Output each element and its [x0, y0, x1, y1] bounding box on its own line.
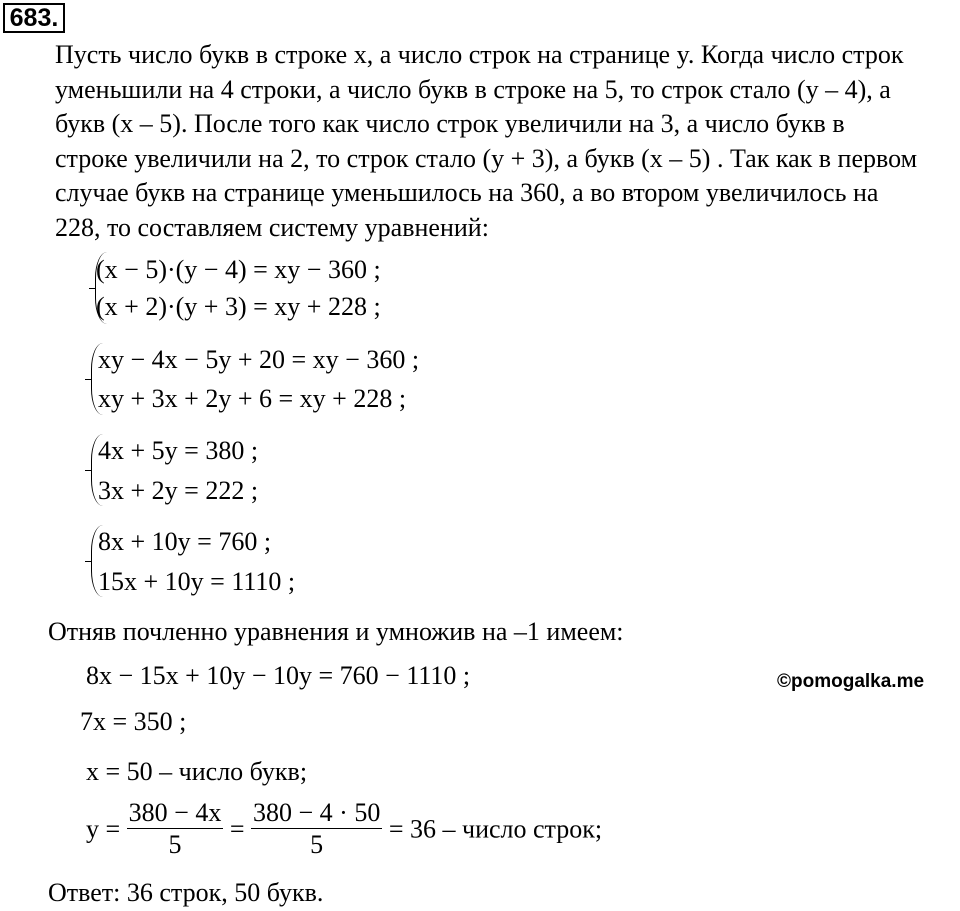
answer: Ответ: 36 строк, 50 букв. [48, 878, 324, 907]
step-equation: x = 50 – число букв; [86, 757, 308, 786]
final-lhs: y = [86, 814, 121, 844]
equation: 8x + 10y = 760 ; [98, 527, 272, 556]
equals-sign: = [229, 814, 245, 844]
step-equation: 8x − 15x + 10y − 10y = 760 − 1110 ; [86, 661, 471, 690]
final-equation [86, 798, 602, 861]
fraction [127, 798, 224, 861]
text-line: случае букв на странице уменьшилось на 360, а во втором увеличилось на [55, 178, 879, 207]
text-line: букв (x – 5). После того как число строк увеличили на 3, а число букв в [55, 109, 845, 138]
fraction-numerator: 380 − 4 · 50 [253, 798, 381, 827]
watermark: ©pomogalka.me [777, 671, 925, 692]
text-line: 228, то составляем систему уравнений: [55, 212, 489, 242]
equation: (x + 2)·(y + 3) = xy + 228 ; [96, 292, 381, 321]
equation: 3x + 2y = 222 ; [98, 476, 259, 505]
fraction-denominator: 5 [168, 830, 182, 859]
final-rhs: = 36 – число строк; [388, 814, 603, 844]
text-line: строке увеличили на 2, то строк стало (y + 3), а букв (x – 5) . Так как в первом [55, 143, 918, 173]
fraction-numerator: 380 − 4x [128, 798, 222, 827]
equation: 4x + 5y = 380 ; [98, 436, 259, 465]
fraction [251, 798, 382, 861]
text-line: уменьшили на 4 строки, а число букв в строке на 5, то строк стало (y – 4), а [55, 74, 891, 104]
equation: (x − 5)·(y − 4) = xy − 360 ; [96, 255, 381, 284]
text-line: Пусть число букв в строке x, а число строк на странице y. Когда число строк [55, 40, 904, 69]
equation: xy − 4x − 5y + 20 = xy − 360 ; [98, 345, 420, 374]
step-equation: 7x = 350 ; [80, 707, 187, 736]
problem-number: 683. [3, 3, 65, 33]
equation: xy + 3x + 2y + 6 = xy + 228 ; [98, 384, 407, 413]
subtract-text: Отняв почленно уравнения и умножив на –1 имеем: [48, 617, 624, 646]
equation: 15x + 10y = 1110 ; [98, 567, 296, 596]
problem-text [55, 38, 960, 245]
fraction-denominator: 5 [310, 830, 324, 859]
